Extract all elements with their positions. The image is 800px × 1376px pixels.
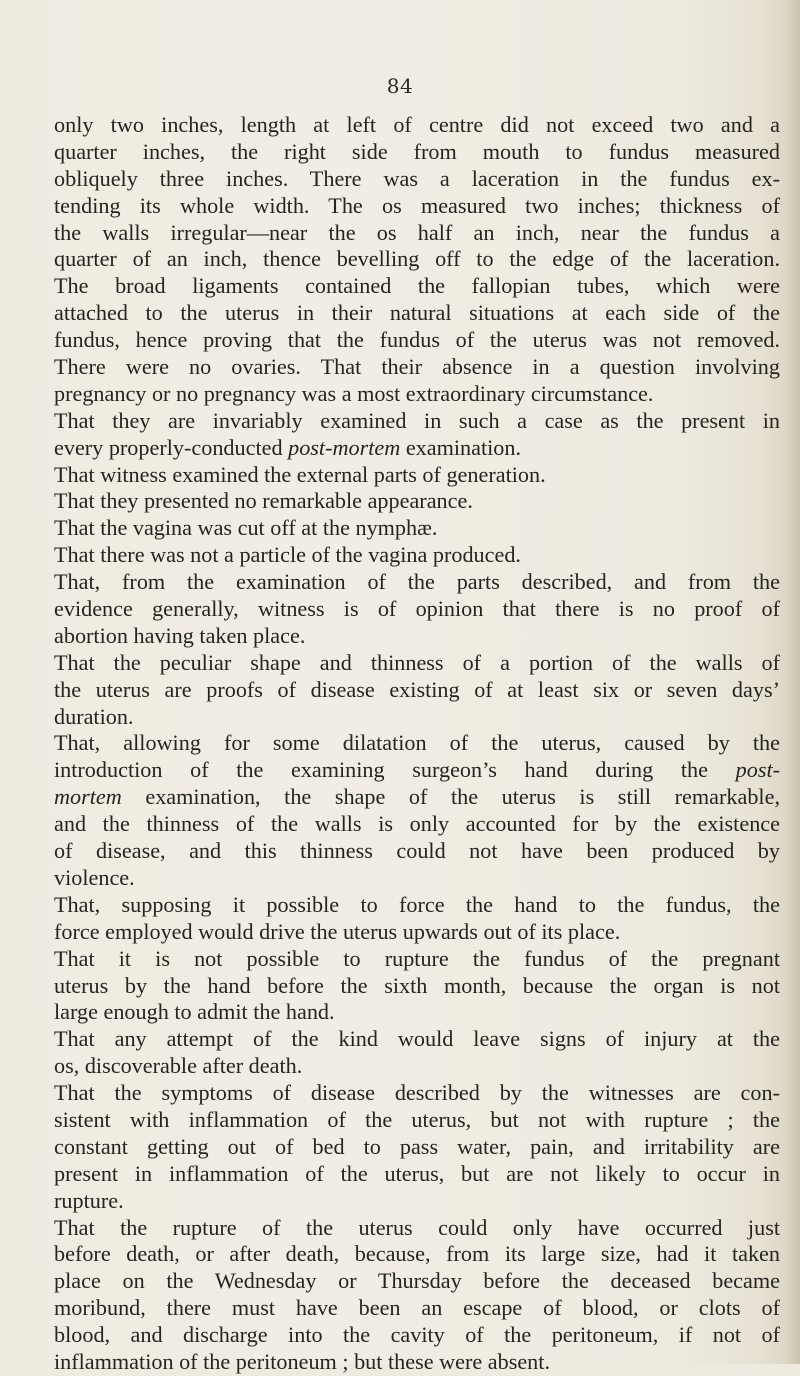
text-line: os, discoverable after death. bbox=[54, 1053, 303, 1079]
text-line: duration. bbox=[54, 703, 134, 729]
text-line: violence. bbox=[54, 864, 135, 890]
body-text bbox=[54, 112, 780, 1376]
italic-phrase: post- bbox=[735, 757, 780, 783]
text-line: constant getting out of bed to pass water, pain, and irritability are bbox=[54, 1133, 780, 1159]
text-line: sistent with inflammation of the uterus, but not with rupture ; the bbox=[54, 1106, 780, 1132]
italic-phrase: mortem bbox=[54, 784, 122, 810]
text-run: examination. bbox=[400, 434, 522, 460]
text-line: tending its whole width. The os measured two inches; thickness of bbox=[54, 192, 780, 218]
text-line bbox=[54, 784, 780, 811]
text-line: That there was not a particle of the vagina produced. bbox=[54, 542, 521, 568]
text-line: inflammation of the peritoneum ; but these were absent. bbox=[54, 1348, 550, 1374]
text-line: rupture. bbox=[54, 1187, 124, 1213]
text-line: before death, or after death, because, from its large size, had it taken bbox=[54, 1241, 780, 1267]
text-line: uterus by the hand before the sixth month, because the organ is not bbox=[54, 972, 780, 998]
text-line: The broad ligaments contained the fallopian tubes, which were bbox=[54, 273, 780, 299]
text-run: examination, the shape of the uterus is still remarkable, bbox=[121, 784, 780, 810]
text-line bbox=[54, 757, 780, 784]
text-line: That any attempt of the kind would leave signs of injury at the bbox=[54, 1026, 780, 1052]
text-line: moribund, there must have been an escape of blood, or clots of bbox=[54, 1295, 780, 1321]
page-edge-shadow bbox=[786, 0, 800, 1364]
text-line: That they are invariably examined in such a case as the present in bbox=[54, 407, 780, 433]
text-line: obliquely three inches. There was a laceration in the fundus ex- bbox=[54, 165, 780, 191]
text-line: force employed would drive the uterus upwards out of its place. bbox=[54, 918, 621, 944]
text-line: That, supposing it possible to force the hand to the fundus, the bbox=[54, 891, 780, 917]
text-line: That the rupture of the uterus could only have occurred just bbox=[54, 1214, 780, 1240]
text-line: evidence generally, witness is of opinion that there is no proof of bbox=[54, 596, 780, 622]
italic-phrase: post-mortem bbox=[288, 434, 401, 460]
text-line: That it is not possible to rupture the fundus of the pregnant bbox=[54, 945, 780, 971]
text-line: That, from the examination of the parts described, and from the bbox=[54, 569, 780, 595]
text-line: large enough to admit the hand. bbox=[54, 999, 335, 1025]
text-line: That the vagina was cut off at the nymphæ. bbox=[54, 515, 438, 541]
text-line: There were no ovaries. That their absence in a question involving bbox=[54, 354, 780, 380]
text-line: That they presented no remarkable appearance. bbox=[54, 488, 473, 514]
text-line: present in inflammation of the uterus, but are not likely to occur in bbox=[54, 1160, 780, 1186]
text-line: That witness examined the external parts of generation. bbox=[54, 461, 546, 487]
text-run: every properly-conducted bbox=[54, 434, 289, 460]
page-number: 84 bbox=[386, 74, 414, 98]
text-line: fundus, hence proving that the fundus of the uterus was not removed. bbox=[54, 327, 780, 353]
text-line: That, allowing for some dilatation of the uterus, caused by the bbox=[54, 730, 780, 756]
text-line: quarter inches, the right side from mouth to fundus measured bbox=[54, 138, 780, 164]
text-line: pregnancy or no pregnancy was a most extraordinary circumstance. bbox=[54, 380, 654, 406]
text-line bbox=[54, 435, 780, 462]
text-line: That the symptoms of disease described by the witnesses are con- bbox=[54, 1080, 780, 1106]
text-run: introduction of the examining surgeon’s hand during the bbox=[54, 757, 736, 783]
text-line: blood, and discharge into the cavity of the peritoneum, if not of bbox=[54, 1322, 780, 1348]
text-line: quarter of an inch, thence bevelling off to the edge of the laceration. bbox=[54, 246, 780, 272]
text-line: the uterus are proofs of disease existing of at least six or seven days’ bbox=[54, 676, 780, 702]
text-line: abortion having taken place. bbox=[54, 622, 306, 648]
text-line: of disease, and this thinness could not have been produced by bbox=[54, 838, 780, 864]
text-line: the walls irregular—near the os half an inch, near the fundus a bbox=[54, 219, 780, 245]
text-line: only two inches, length at left of centre did not exceed two and a bbox=[54, 112, 780, 137]
text-line: attached to the uterus in their natural situations at each side of the bbox=[54, 300, 780, 326]
text-line: That the peculiar shape and thinness of a portion of the walls of bbox=[54, 649, 780, 675]
text-line: place on the Wednesday or Thursday before the deceased became bbox=[54, 1268, 780, 1294]
text-line: and the thinness of the walls is only accounted for by the existence bbox=[54, 811, 780, 837]
